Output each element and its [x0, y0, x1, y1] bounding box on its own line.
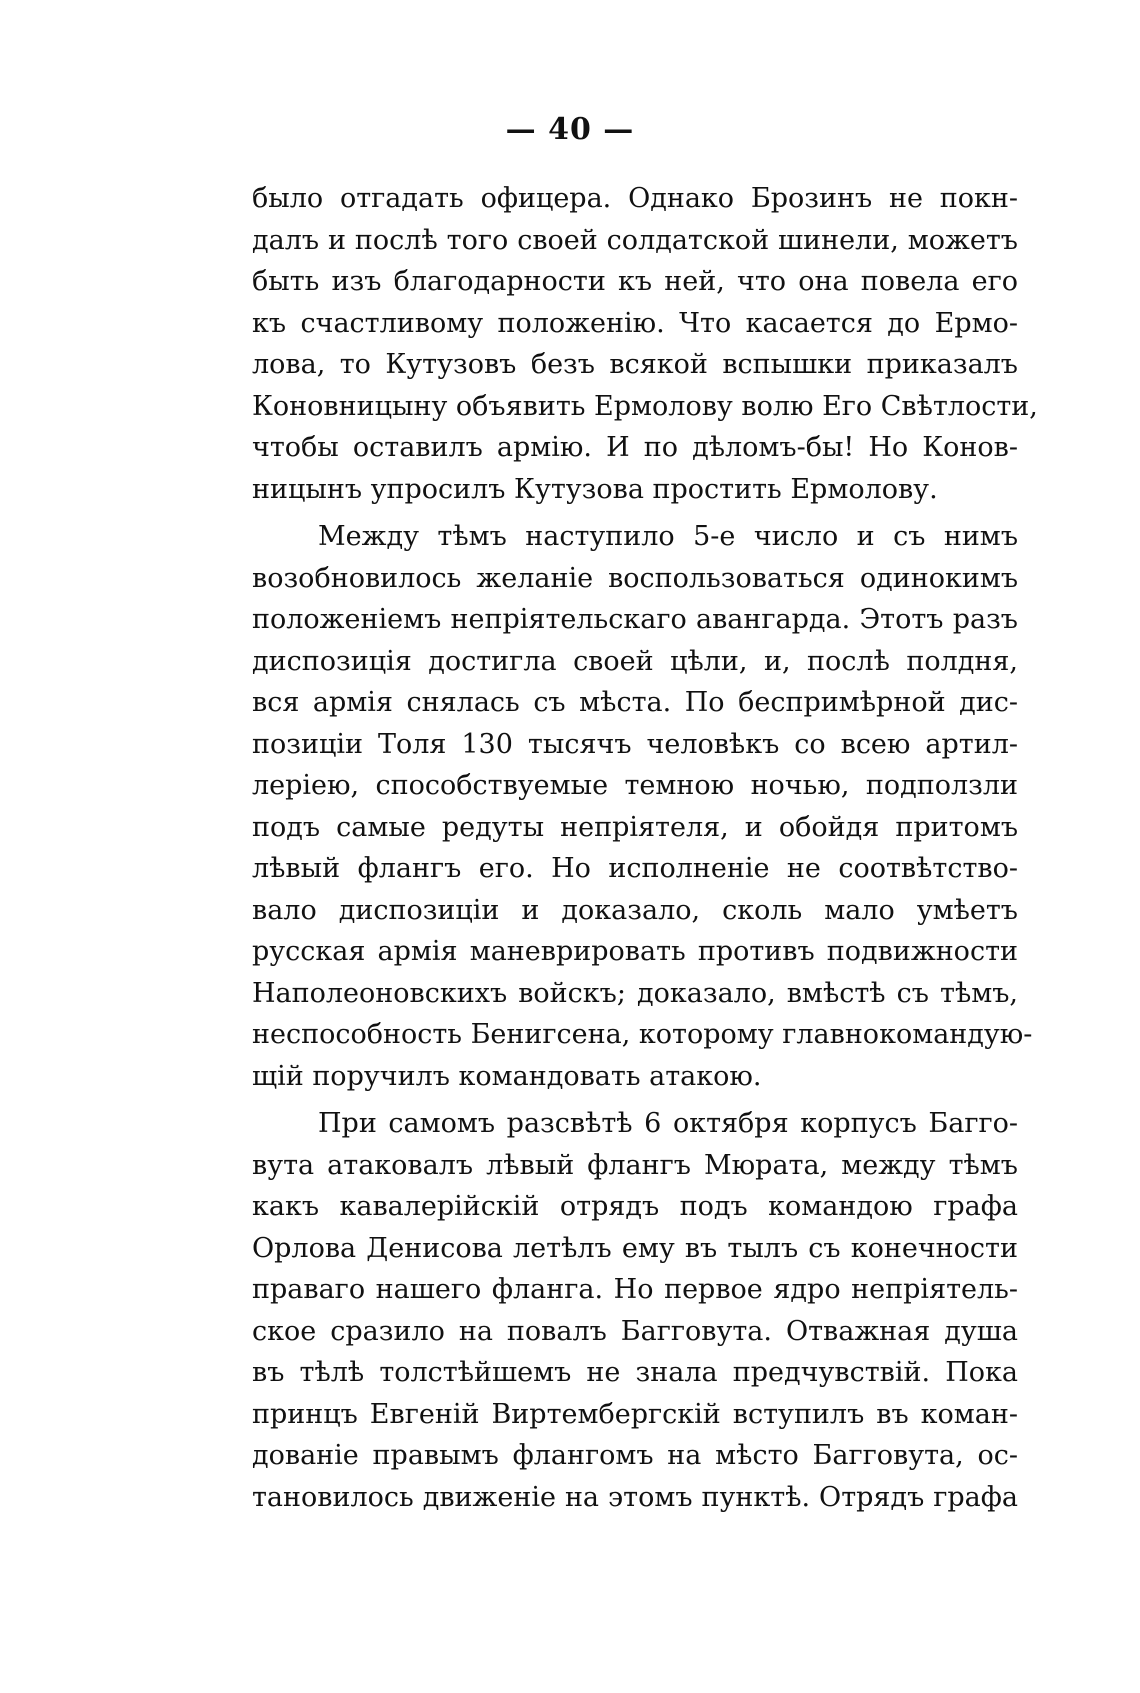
page-number: — 40 — — [505, 112, 635, 147]
text-line: позиціи Толя 130 тысячъ человѣкъ со всею артил- — [252, 728, 1018, 760]
text-line: праваго нашего фланга. Но первое ядро непріятель- — [252, 1274, 1018, 1305]
text-line: дованіе правымъ флангомъ на мѣсто Багговута, ос- — [252, 1440, 1018, 1471]
paragraph — [252, 516, 1033, 1097]
text-line: При самомъ разсвѣтѣ 6 октября корпусъ Багго- — [318, 1108, 1018, 1139]
text-line: возобновилось желаніе воспользоваться одинокимъ — [252, 562, 1018, 594]
text-line: Орлова Денисова летѣлъ ему въ тылъ съ конечности — [252, 1232, 1018, 1264]
text-line: щій поручилъ командовать атакою. — [252, 1060, 762, 1092]
text-line: вся армія снялась съ мѣста. По беспримѣрной дис- — [252, 687, 1018, 718]
text-line: ское сразило на повалъ Багговута. Отважная душа — [252, 1315, 1018, 1347]
text-line: въ тѣлѣ толстѣйшемъ не знала предчувствій. Пока — [252, 1357, 1018, 1388]
text-line: было отгадать офицера. Однако Брозинъ не покн- — [252, 183, 1018, 214]
paragraph — [252, 178, 1038, 510]
text-line: быть изъ благодарности къ ней, что она повела его — [252, 266, 1018, 297]
text-line: неспособность Бенигсена, которому главнокомандую- — [252, 1019, 1033, 1050]
text-line: вута атаковалъ лѣвый флангъ Мюрата, между тѣмъ — [252, 1149, 1018, 1181]
text-line: подъ самые редуты непріятеля, и обойдя притомъ — [252, 811, 1018, 843]
text-line: диспозиція достигла своей цѣли, и, послѣ полдня, — [252, 645, 1018, 677]
paragraph — [252, 1103, 1018, 1518]
text-line: далъ и послѣ того своей солдатской шинели, можетъ — [252, 224, 1018, 256]
text-line: русская армія маневрировать противъ подвижности — [252, 936, 1018, 967]
text-line: какъ кавалерійскій отрядъ подъ командою графа — [252, 1191, 1018, 1222]
text-line: вало диспозиціи и доказало, сколь мало умѣетъ — [252, 894, 1018, 926]
text-line: чтобы оставилъ армію. И по дѣломъ-бы! Но Конов- — [252, 432, 1018, 463]
text-line: къ счастливому положенію. Что касается до Ермо- — [252, 307, 1018, 339]
text-line: Наполеоновскихъ войскъ; доказало, вмѣстѣ съ тѣмъ, — [252, 977, 1018, 1009]
text-line: Между тѣмъ наступило 5-е число и съ нимъ — [318, 521, 1018, 552]
text-line: Коновницыну объявить Ермолову волю Его Свѣтлости, — [252, 390, 1038, 422]
text-line: лова, то Кутузовъ безъ всякой вспышки приказалъ — [252, 349, 1018, 380]
body-text — [252, 178, 1038, 1518]
text-line: ницынъ упросилъ Кутузова простить Ермолову. — [252, 473, 938, 505]
text-line: положеніемъ непріятельскаго авангарда. Этотъ разъ — [252, 604, 1018, 635]
text-line: леріею, способствуемые темною ночью, подползли — [252, 770, 1018, 801]
text-line: тановилось движеніе на этомъ пунктѣ. Отрядъ графа — [252, 1481, 1018, 1513]
text-line: принцъ Евгеній Виртембергскій вступилъ въ коман- — [252, 1398, 1018, 1430]
text-line: лѣвый флангъ его. Но исполненіе не соотвѣтство- — [252, 853, 1018, 884]
